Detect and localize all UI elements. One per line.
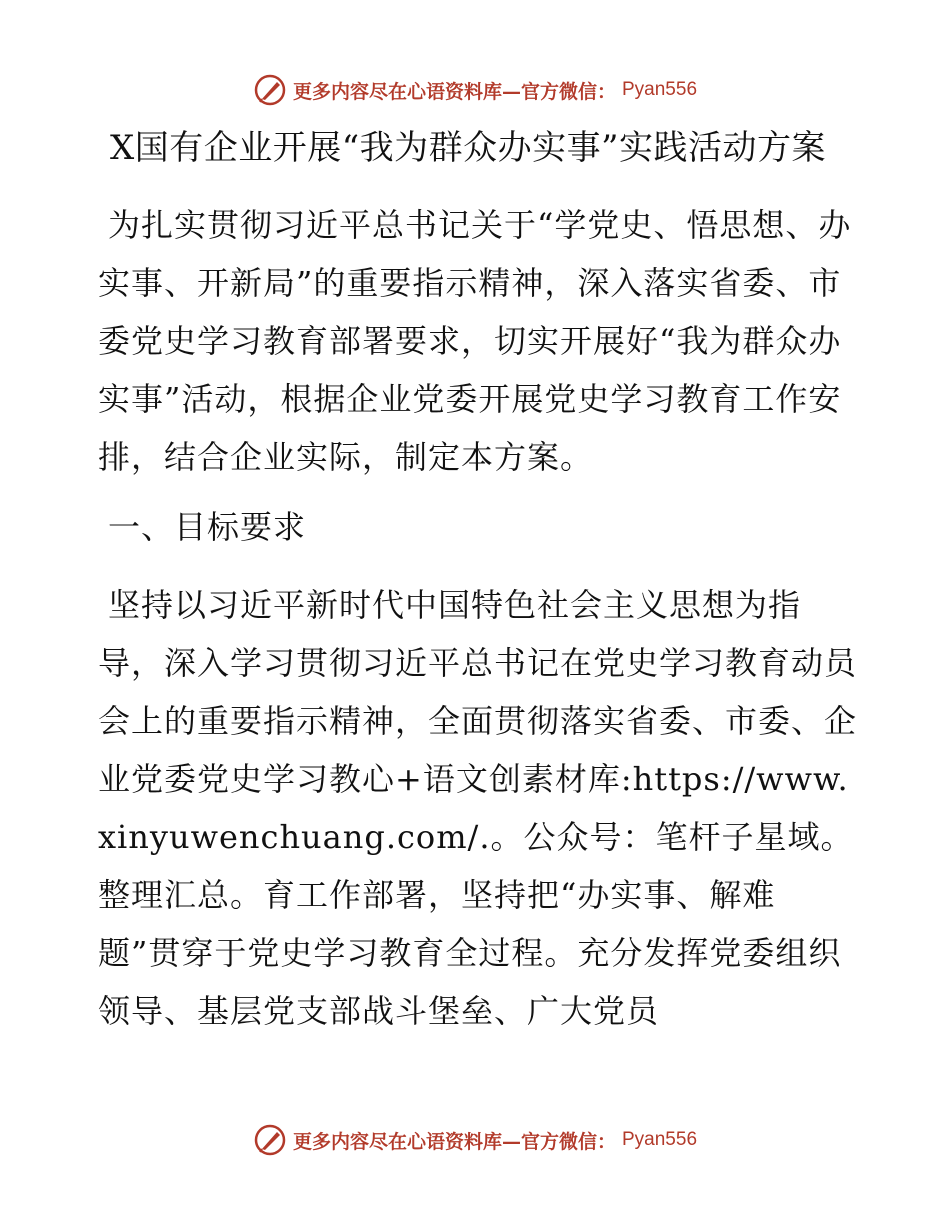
- watermark-text: 更多内容尽在心语资料库—官方微信：: [292, 80, 616, 103]
- intro-paragraph: 为扎实贯彻习近平总书记关于“学党史、悟思想、办实事、开新局”的重要指示精神，深入落实省委、市委党史学习教育部署要求，切实开展好“我为群众办实事”活动，根据企业党委开展党史学习教育工作安排，结合企业实际，制定本方案。: [98, 206, 852, 476]
- document-title: X国有企业开展“我为群众办实事”实践活动方案: [110, 128, 826, 168]
- quill-logo-icon: [253, 73, 287, 107]
- header-watermark: [0, 70, 950, 110]
- document-body: [98, 120, 858, 1040]
- section-paragraph: 坚持以习近平新时代中国特色社会主义思想为指导，深入学习贯彻习近平总书记在党史学习教育动员会上的重要指示精神，全面贯彻落实省委、市委、企业党委党史学习教心+语文创素材库:https://www.xinyuwenchuang.com/.。公众号：笔杆子星域。整理汇总。育工作部署，坚持把“办实事、解难题”贯穿于党史学习教育全过程。充分发挥党委组织领导、基层党支部战斗堡垒、广大党员: [98, 586, 858, 1030]
- watermark-text: 更多内容尽在心语资料库—官方微信：: [292, 1130, 616, 1153]
- footer-watermark: [0, 1120, 950, 1160]
- section-heading: 一、目标要求: [108, 508, 307, 546]
- watermark-wechat-id: Pyan556: [622, 1129, 698, 1150]
- watermark-wechat-id: Pyan556: [622, 79, 698, 100]
- quill-logo-icon: [253, 1123, 287, 1157]
